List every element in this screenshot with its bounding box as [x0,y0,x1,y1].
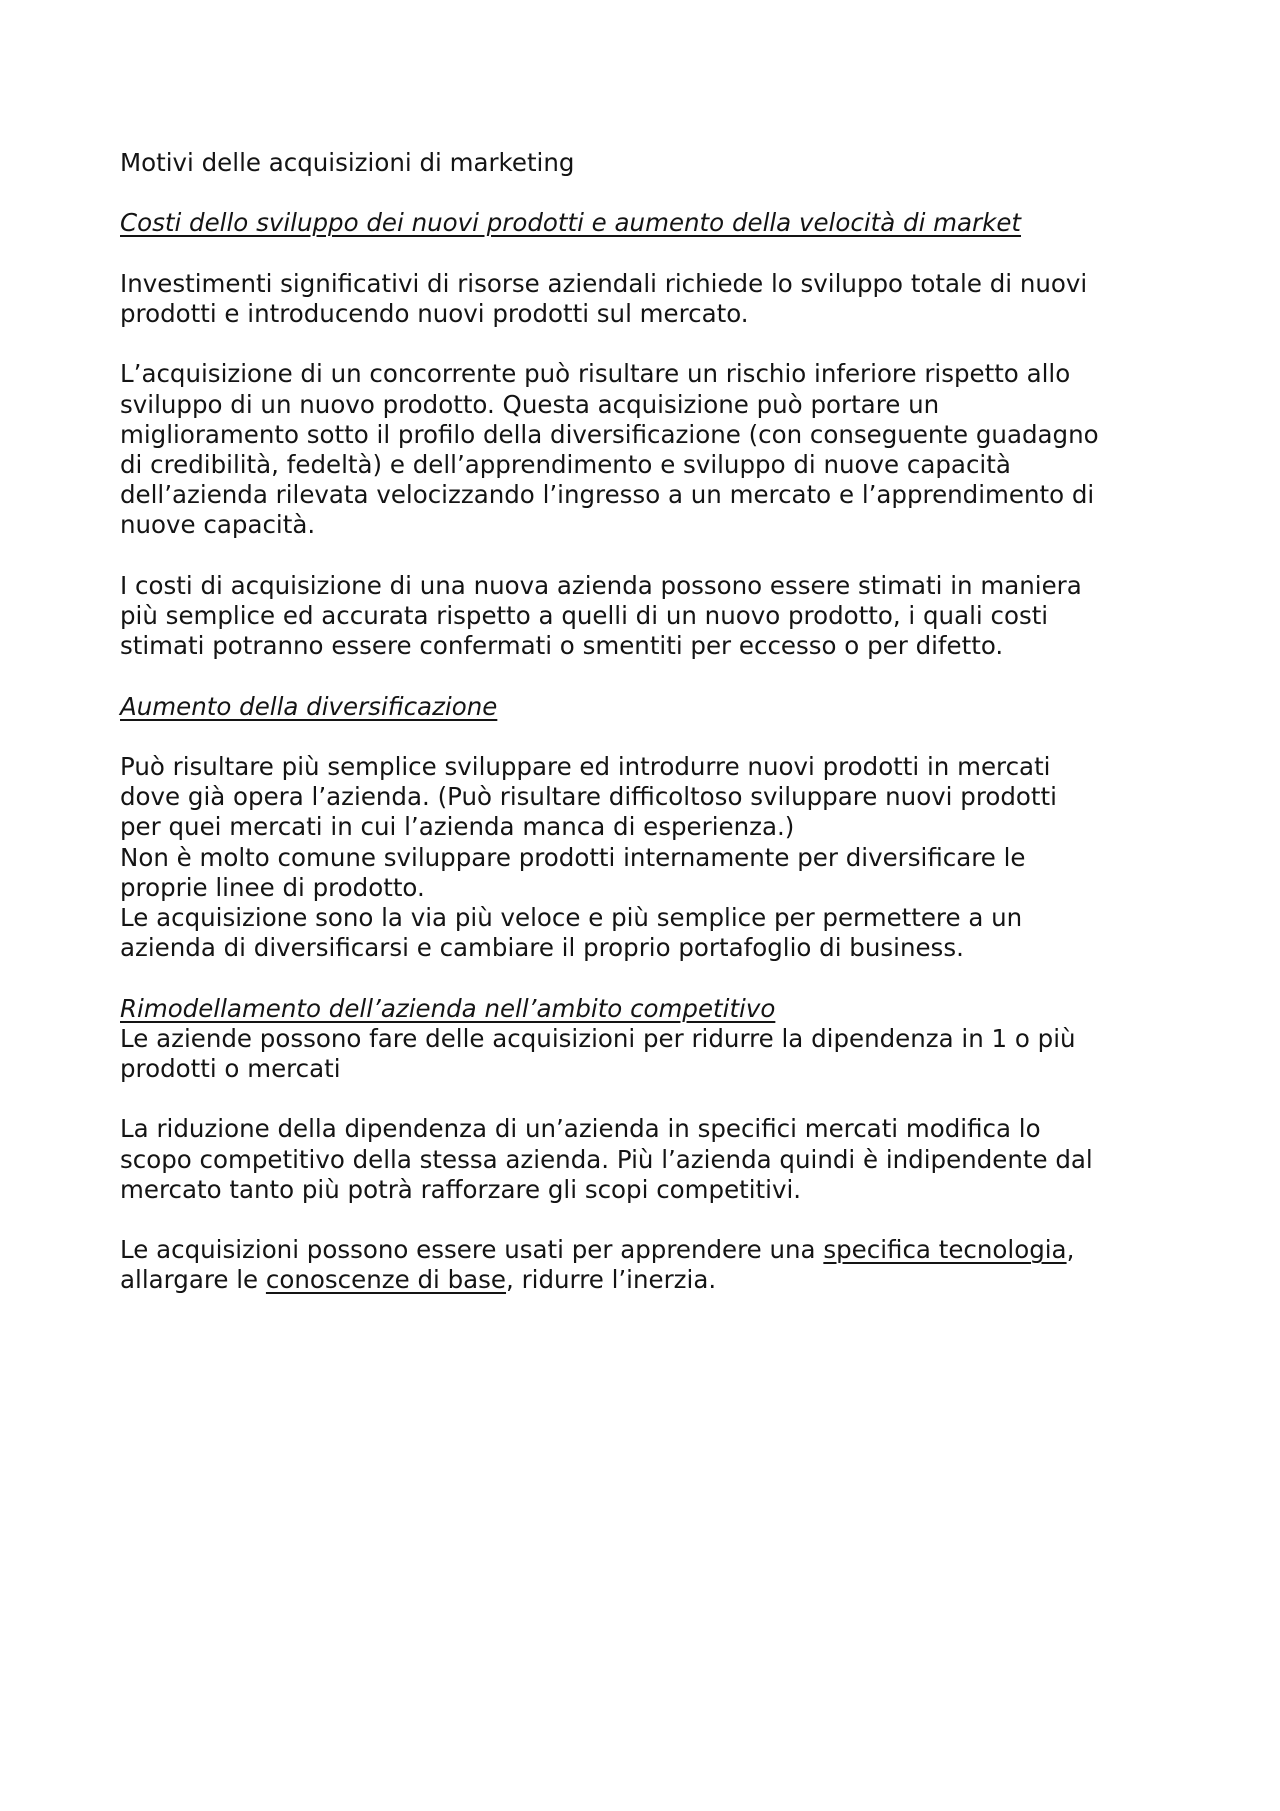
underlined-term-conoscenze-di-base: conoscenze di base [265,1265,507,1295]
section1-p2-line6: nuove capacità. [120,510,316,540]
section3-p3-line2-tail: , ridurre l’inerzia. [506,1265,717,1295]
section1-p3-line3: stimati potranno essere confermati o smentiti per eccesso o per difetto. [120,631,1004,661]
spacer [120,722,1180,752]
document-title: Motivi delle acquisizioni di marketing [120,148,575,177]
section2-heading: Aumento della diversificazione [120,691,498,721]
section2-p1-line2: dove già opera l’azienda. (Può risultare difficoltoso sviluppare nuovi prodotti [120,782,1057,812]
section1-p1-line2: prodotti e introducendo nuovi prodotti sul mercato. [120,298,749,328]
section1-p1-line1: Investimenti significativi di risorse aziendali richiede lo sviluppo totale di nuovi [120,268,1088,298]
spacer [120,1084,1180,1114]
spacer [120,178,1180,208]
section3-p2-line1: La riduzione della dipendenza di un’azienda in specifici mercati modifica lo [120,1114,1041,1144]
section3-p3-line1 [120,1235,1180,1265]
underlined-term-specifica-tecnologia: specifica tecnologia [823,1235,1067,1265]
section1-p2-line1: L’acquisizione di un concorrente può risultare un rischio inferiore rispetto allo [120,359,1071,389]
section3-p1-line1: Le aziende possono fare delle acquisizioni per ridurre la dipendenza in 1 o più [120,1023,1076,1053]
section1-p2-line5: dell’azienda rilevata velocizzando l’ingresso a un mercato e l’apprendimento di [120,480,1095,510]
spacer [120,329,1180,359]
section3-p2-line2: scopo competitivo della stessa azienda. Più l’azienda quindi è indipendente dal [120,1144,1093,1174]
document-page [120,148,1180,1296]
spacer [120,1205,1180,1235]
section2-p1-line4: Non è molto comune sviluppare prodotti internamente per diversificare le [120,842,1026,872]
spacer [120,541,1180,571]
section3-p1-line2: prodotti o mercati [120,1053,341,1083]
section1-heading: Costi dello sviluppo dei nuovi prodotti e aumento della velocità di market [120,208,1021,238]
section1-p2-line2: sviluppo di un nuovo prodotto. Questa acquisizione può portare un [120,389,940,419]
section2-p1-line1: Può risultare più semplice sviluppare ed introdurre nuovi prodotti in mercati [120,751,1051,781]
spacer [120,239,1180,269]
section3-p3-line1-text: Le acquisizioni possono essere usati per apprendere una [120,1235,824,1265]
section3-p3-line2 [120,1265,1180,1295]
section1-p3-line1: I costi di acquisizione di una nuova azienda possono essere stimati in maniera [120,570,1082,600]
section3-p3-line2-text: allargare le [120,1265,266,1295]
section2-p1-line3: per quei mercati in cui l’azienda manca di esperienza.) [120,812,795,842]
section2-p1-line6: Le acquisizione sono la via più veloce e più semplice per permettere a un [120,902,1023,932]
section3-p3-line1-punct: , [1066,1235,1075,1265]
section3-heading: Rimodellamento dell’azienda nell’ambito competitivo [120,993,776,1023]
section3-p2-line3: mercato tanto più potrà rafforzare gli scopi competitivi. [120,1174,802,1204]
section1-p2-line3: miglioramento sotto il profilo della diversificazione (con conseguente guadagno [120,419,1099,449]
spacer [120,661,1180,691]
spacer [120,963,1180,993]
section1-p2-line4: di credibilità, fedeltà) e dell’apprendimento e sviluppo di nuove capacità [120,449,1011,479]
section2-p1-line5: proprie linee di prodotto. [120,872,425,902]
section2-p1-line7: azienda di diversificarsi e cambiare il proprio portafoglio di business. [120,933,964,963]
section1-p3-line2: più semplice ed accurata rispetto a quelli di un nuovo prodotto, i quali costi [120,600,1049,630]
